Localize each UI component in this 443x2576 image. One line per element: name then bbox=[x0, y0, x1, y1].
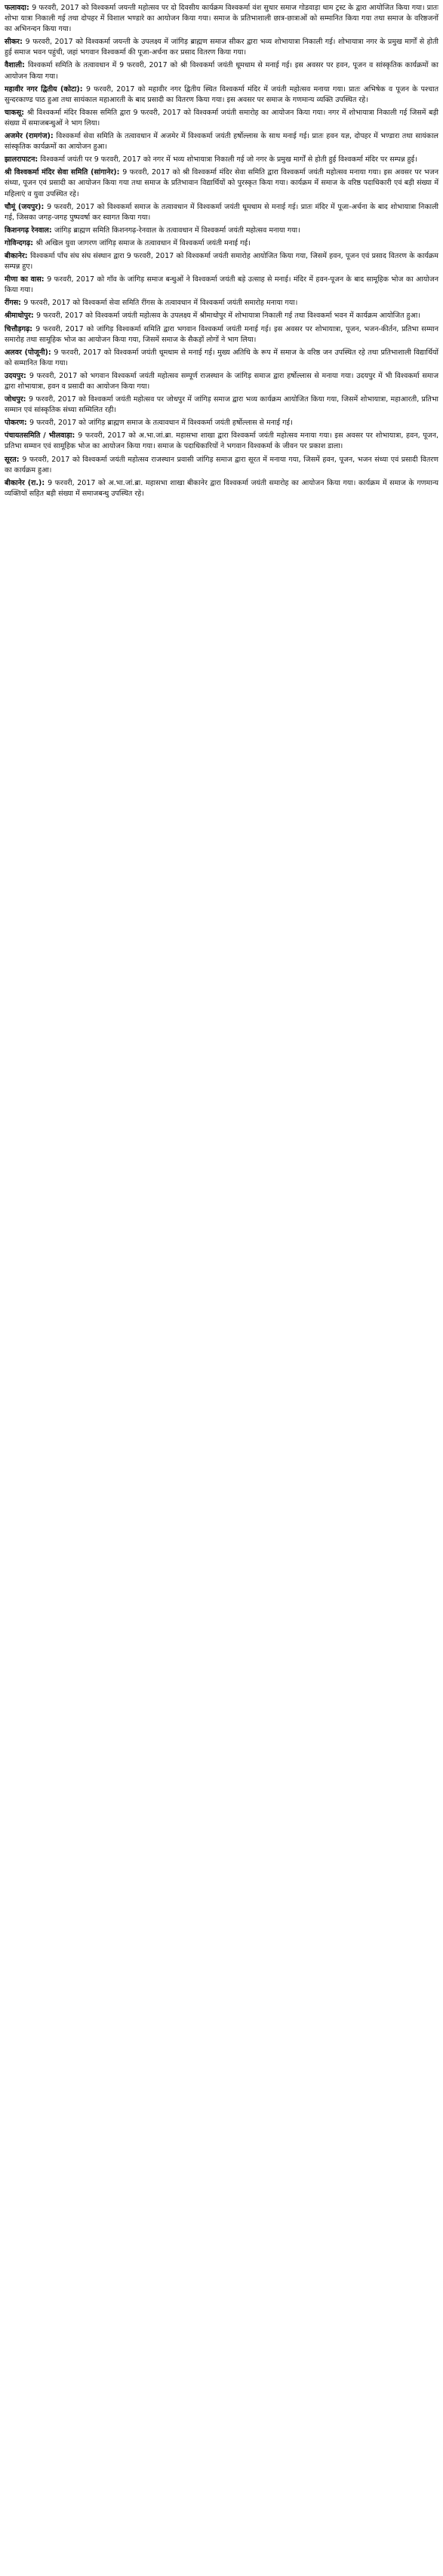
entry-text: 9 फरवरी, 2017 को महावीर नगर द्वितीय स्थित विश्वकर्मा मंदिर में जयंती महोत्सव मनाया गया। प्रातः अभिषेक व पूजन के पश्चात सुन्दरकाण्ड पाठ हुआ तथा सायंकाल महाआरती के बाद प्रसादी का वितरण किया गया। इस अवसर पर समाज के गणमान्य व्यक्ति उपस्थित रहे। bbox=[5, 84, 438, 104]
news-entry bbox=[5, 311, 438, 321]
news-entry bbox=[5, 3, 438, 35]
entry-place: बीकानेर (रा.): bbox=[5, 478, 48, 487]
entry-text: विश्वकर्मा समिति के तत्वावधान में 9 फरवरी, 2017 को श्री विश्वकर्मा जयंती धूमधाम से मनाई गई। इस अवसर पर हवन, पूजन व सांस्कृतिक कार्यक्रमों का आयोजन किया गया। bbox=[5, 61, 438, 81]
entry-place: झालरापाटन: bbox=[5, 155, 41, 164]
news-entry bbox=[5, 371, 438, 392]
entry-place: किशनगढ़ रेनवाल: bbox=[5, 226, 54, 235]
entry-place: बीकानेर: bbox=[5, 251, 31, 260]
entry-place: मीणा का वास: bbox=[5, 275, 48, 284]
news-entry bbox=[5, 60, 438, 81]
news-entry bbox=[5, 226, 438, 236]
news-entry bbox=[5, 84, 438, 106]
entry-text: 9 फरवरी, 2017 को विश्वकर्मा जयन्ती के उपलक्ष्य में जांगिड़ ब्राह्मण समाज सीकर द्वारा भव्य शोभायात्रा निकाली गई। शोभायात्रा नगर के प्रमुख मार्गों से होती हुई समाज भवन पहुंची, जहां भगवान विश्वकर्मा की पूजा-अर्चना कर प्रसाद वितरण किया गया। bbox=[5, 38, 439, 57]
news-entry bbox=[5, 202, 438, 223]
entry-text: 9 फरवरी, 2017 को विश्वकर्मा जयंती महोत्सव राजस्थान प्रवासी जांगिड़ समाज द्वारा सूरत में मनाया गया, जिसमें हवन, पूजन, भजन संध्या एवं प्रसादी वितरण का कार्यक्रम हुआ। bbox=[5, 455, 438, 474]
entry-place: जोधपुर: bbox=[5, 395, 29, 404]
news-entry bbox=[5, 275, 438, 296]
entry-place: फलावदा: bbox=[5, 4, 32, 12]
entry-text: विश्वकर्मा जयंती पर 9 फरवरी, 2017 को नगर में भव्य शोभायात्रा निकाली गई जो नगर के प्रमुख मार्गों से होती हुई विश्वकर्मा मंदिर पर सम्पन्न हुई। bbox=[40, 155, 417, 164]
entry-text: 9 फरवरी, 2017 को अ.भा.जां.ब्रा. महासभा शाखा द्वारा विश्वकर्मा जयंती महोत्सव मनाया गया। इस अवसर पर शोभायात्रा, हवन, पूजन, प्रतिभा सम्मान एवं सामूहिक भोज का आयोजन किया गया। समाज के पदाधिकारियों ने भगवान विश्वकर्मा के जीवन पर प्रकाश डाला। bbox=[5, 431, 439, 451]
entry-place: श्री विश्वकर्मा मंदिर सेवा समिति (सांगानेर): bbox=[5, 168, 123, 177]
entry-text: 9 फरवरी, 2017 को विश्वकर्मा जयंती धूमधाम से मनाई गई। मुख्य अतिथि के रूप में समाज के वरिष्ठ जन उपस्थित रहे तथा प्रतिभाशाली विद्यार्थियों को सम्मानित किया गया। bbox=[5, 348, 438, 367]
news-entry bbox=[5, 478, 438, 499]
entry-text: श्री अखिल युवा जागरण जांगिड़ समाज के तत्वावधान में विश्वकर्मा जयंती मनाई गई। bbox=[35, 238, 251, 247]
entry-place: वैशाली: bbox=[5, 61, 28, 70]
entry-place: सूरत: bbox=[5, 455, 23, 464]
entry-text: 9 फरवरी, 2017 को विश्वकर्मा जयन्ती महोत्सव पर दो दिवसीय कार्यक्रम विश्वकर्मा वंश सुथार समाज गोडवाड़ा धाम ट्रस्ट के द्वारा आयोजित किया गया। प्रातः शोभा यात्रा निकाली गई तथा दोपहर में विशाल भण्डारे का आयोजन किया गया। समाज के प्रतिभाशाली छात्र-छात्राओं को सम्मानित किया गया तथा समाज के वरिष्ठजनों का अभिनन्दन किया गया। bbox=[5, 4, 438, 34]
news-entry bbox=[5, 418, 438, 428]
news-entry bbox=[5, 324, 438, 345]
entry-place: पोकरण: bbox=[5, 419, 30, 428]
entry-text: 9 फरवरी, 2017 को जांगिड़ विश्वकर्मा समिति द्वारा भगवान विश्वकर्मा जयंती मनाई गई। इस अवसर पर शोभायात्रा, पूजन, भजन-कीर्तन, प्रतिभा सम्मान समारोह तथा सामूहिक भोज का आयोजन किया गया, जिसमें समाज के सैकड़ों लोगों ने भाग लिया। bbox=[5, 324, 438, 344]
entry-text: 9 फरवरी, 2017 को विश्वकर्मा जयंती महोत्सव पर जोधपुर में जांगिड़ समाज द्वारा भव्य कार्यक्रम आयोजित किया गया, जिसमें शोभायात्रा, महाआरती, प्रतिभा सम्मान एवं सांस्कृतिक संध्या सम्मिलित रही। bbox=[5, 395, 438, 415]
entry-text: 9 फरवरी, 2017 को जांगिड़ ब्राह्मण समाज के तत्वावधान में विश्वकर्मा जयंती हर्षोल्लास से मनाई गई। bbox=[29, 419, 293, 428]
entry-text: 9 फरवरी, 2017 को अ.भा.जां.ब्रा. महासभा शाखा बीकानेर द्वारा विश्वकर्मा जयंती समारोह का आयोजन किया गया। कार्यक्रम में समाज के गणमान्य व्यक्तियों सहित बड़ी संख्या में समाजबन्धु उपस्थित रहे। bbox=[5, 478, 438, 498]
entry-place: अजमेर (रामगंज): bbox=[5, 132, 57, 141]
news-entry bbox=[5, 455, 438, 476]
news-entry bbox=[5, 251, 438, 272]
entry-text: श्री विश्वकर्मा मंदिर विकास समिति द्वारा 9 फरवरी, 2017 को विश्वकर्मा जयंती समारोह का आयोजन किया गया। नगर में शोभायात्रा निकाली गई जिसमें बड़ी संख्या में समाजबन्धुओं ने भाग लिया। bbox=[5, 108, 438, 127]
entry-text: 9 फरवरी, 2017 को गाँव के जांगिड़ समाज बन्धुओं ने विश्वकर्मा जयंती बड़े उत्साह से मनाई। मंदिर में हवन-पूजन के बाद सामूहिक भोज का आयोजन किया गया। bbox=[5, 275, 438, 295]
entry-place: चित्तौड़गढ़: bbox=[5, 324, 36, 333]
entry-place: श्रीमाधोपुर: bbox=[5, 312, 37, 321]
news-entry bbox=[5, 395, 438, 416]
news-entry bbox=[5, 298, 438, 309]
news-entry bbox=[5, 431, 438, 452]
entry-place: महावीर नगर द्वितीय (कोटा): bbox=[5, 84, 86, 94]
entry-text: विश्वकर्मा पाँच संघ संघ संस्थान द्वारा 9 फरवरी, 2017 को विश्वकर्मा जयंती समारोह आयोजित किया गया, जिसमें हवन, पूजन एवं प्रसाद वितरण के कार्यक्रम सम्पन्न हुए। bbox=[5, 251, 438, 272]
entry-place: चाकसू: bbox=[5, 108, 27, 117]
entry-place: उदयपुर: bbox=[5, 371, 29, 380]
entry-place: रींगस: bbox=[5, 299, 24, 308]
news-entry bbox=[5, 108, 438, 129]
entry-place: गोविन्दगढ़: bbox=[5, 238, 36, 247]
entry-place: चौमूं (जयपुर): bbox=[5, 202, 48, 211]
entry-place: पंचायतसमिति / भीलवाड़ा: bbox=[5, 431, 78, 441]
entry-text: 9 फरवरी, 2017 को विश्वकर्मा समाज के तत्वावधान में विश्वकर्मा जयंती धूमधाम से मनाई गई। प्रातः मंदिर में पूजा-अर्चना के बाद शोभायात्रा निकाली गई, जिसका जगह-जगह पुष्पवर्षा कर स्वागत किया गया। bbox=[5, 202, 438, 222]
news-entry bbox=[5, 37, 438, 58]
entry-text: 9 फरवरी, 2017 को भगवान विश्वकर्मा जयंती महोत्सव सम्पूर्ण राजस्थान के जांगिड़ समाज द्वारा हर्षोल्लास से मनाया गया। उदयपुर में भी विश्वकर्मा समाज द्वारा शोभायात्रा, हवन व प्रसादी का आयोजन किया गया। bbox=[5, 371, 438, 391]
entry-text: 9 फरवरी, 2017 को श्री विश्वकर्मा मंदिर सेवा समिति द्वारा विश्वकर्मा जयंती महोत्सव मनाया गया। इस अवसर पर भजन संध्या, पूजन एवं प्रसादी का आयोजन किया गया तथा समाज के प्रतिभावान विद्यार्थियों को पुरस्कृत किया गया। कार्यक्रम में समाज के वरिष्ठ पदाधिकारी एवं बड़ी संख्या में महिलाएं व युवा उपस्थित रहे। bbox=[5, 168, 438, 198]
entry-text: जांगिड़ ब्राह्मण समिति किशनगढ़-रेनवाल के तत्वावधान में विश्वकर्मा जयंती महोत्सव मनाया गया। bbox=[54, 226, 300, 235]
entry-text: 9 फरवरी, 2017 को विश्वकर्मा सेवा समिति रींगस के तत्वावधान में विश्वकर्मा जयंती समारोह मनाया गया। bbox=[23, 299, 298, 308]
news-entry bbox=[5, 155, 438, 165]
entry-text: 9 फरवरी, 2017 को विश्वकर्मा जयंती महोत्सव के उपलक्ष्य में श्रीमाधोपुर में शोभायात्रा निकाली गई तथा विश्वकर्मा भवन में कार्यक्रम आयोजित हुआ। bbox=[36, 312, 420, 321]
entry-place: सीकर: bbox=[5, 38, 26, 47]
news-entry bbox=[5, 238, 438, 249]
news-entry bbox=[5, 348, 438, 369]
entry-place: अलवर (पोजूनी): bbox=[5, 348, 54, 357]
entry-text: विश्वकर्मा सेवा समिति के तत्वावधान में अजमेर में विश्वकर्मा जयंती हर्षोल्लास के साथ मनाई गई। प्रातः हवन यज्ञ, दोपहर में भण्डारा तथा सायंकाल सांस्कृतिक कार्यक्रमों का आयोजन हुआ। bbox=[5, 132, 438, 152]
news-entry bbox=[5, 131, 438, 152]
news-entry bbox=[5, 167, 438, 199]
